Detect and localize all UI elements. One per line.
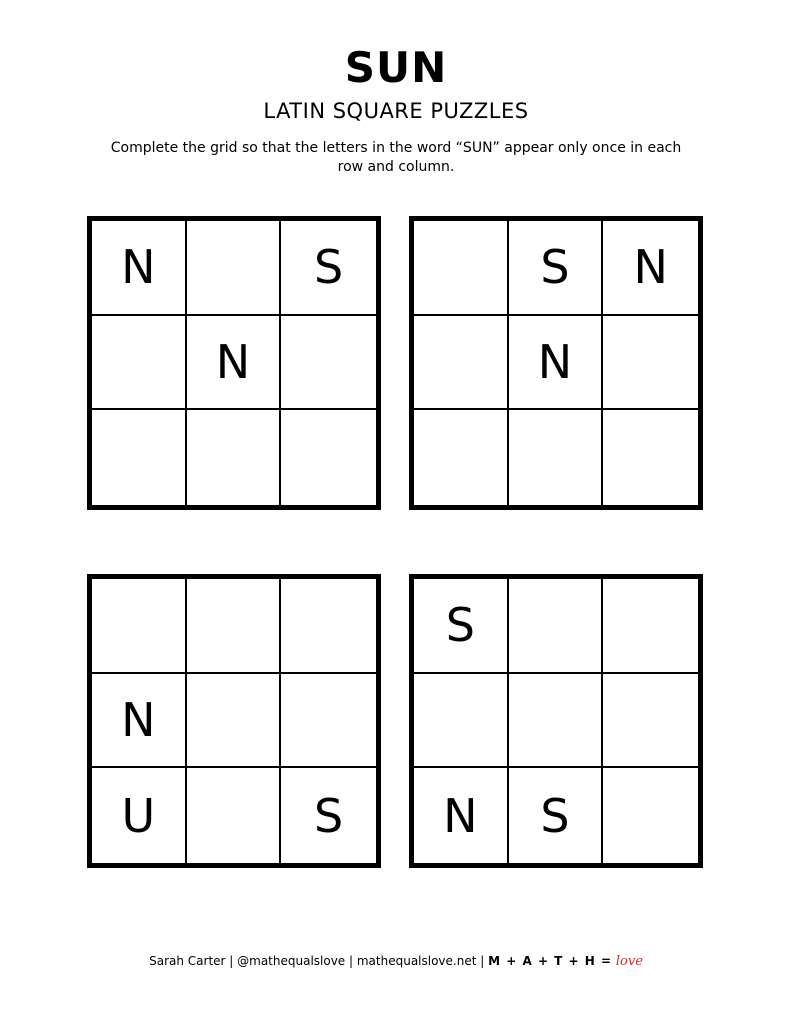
puzzle-grid-3 <box>87 574 381 868</box>
footer-brand-love: love <box>615 954 643 969</box>
grid-cell[interactable] <box>281 316 376 411</box>
puzzle-grid-4 <box>409 574 703 868</box>
grid-cell[interactable] <box>603 316 698 411</box>
grid-cell[interactable] <box>187 579 282 674</box>
grid-cell[interactable] <box>187 768 282 863</box>
grid-cell[interactable]: S <box>281 221 376 316</box>
instructions: Complete the grid so that the letters in the word “SUN” appear only once in each row and column. <box>110 140 682 175</box>
grid-cell[interactable] <box>92 316 187 411</box>
grid-cell[interactable] <box>603 579 698 674</box>
grid-cell[interactable] <box>281 674 376 769</box>
grid-cell[interactable]: N <box>92 221 187 316</box>
page-title: SUN <box>344 43 448 92</box>
grid-cell[interactable]: N <box>509 316 604 411</box>
grid-cell[interactable]: S <box>509 768 604 863</box>
footer <box>0 953 792 970</box>
grid-cell[interactable]: S <box>314 788 344 843</box>
grid-cell[interactable]: N <box>414 768 509 863</box>
puzzle-grid-1 <box>87 216 381 510</box>
footer-credits: Sarah Carter | @mathequalslove | mathequalslove.net | <box>149 954 485 968</box>
grid-cell[interactable] <box>92 579 187 674</box>
puzzle-grid-2 <box>409 216 703 510</box>
grid-cell[interactable] <box>603 410 698 505</box>
page-subtitle: LATIN SQUARE PUZZLES <box>263 99 529 123</box>
grid-cell[interactable] <box>414 316 509 411</box>
grid-cell[interactable]: U <box>92 768 187 863</box>
grid-cell[interactable] <box>281 579 376 674</box>
grid-cell[interactable] <box>187 410 282 505</box>
grid-cell[interactable]: N <box>92 674 187 769</box>
grid-cell[interactable]: S <box>414 579 509 674</box>
grid-cell[interactable] <box>414 674 509 769</box>
grid-cell[interactable] <box>603 674 698 769</box>
grid-cell[interactable] <box>187 674 282 769</box>
grid-cell[interactable]: N <box>187 316 282 411</box>
grid-cell[interactable] <box>414 221 509 316</box>
grid-cell[interactable]: N <box>603 221 698 316</box>
grid-cell[interactable] <box>509 674 604 769</box>
grid-cell[interactable] <box>92 410 187 505</box>
grid-cell[interactable] <box>509 579 604 674</box>
grid-cell[interactable] <box>187 221 282 316</box>
grid-cell[interactable] <box>509 410 604 505</box>
grid-cell[interactable] <box>281 410 376 505</box>
grid-cell[interactable] <box>603 768 698 863</box>
grid-cell[interactable] <box>414 410 509 505</box>
grid-cell[interactable]: S <box>509 221 604 316</box>
footer-brand: M + A + T + H = <box>488 954 613 968</box>
